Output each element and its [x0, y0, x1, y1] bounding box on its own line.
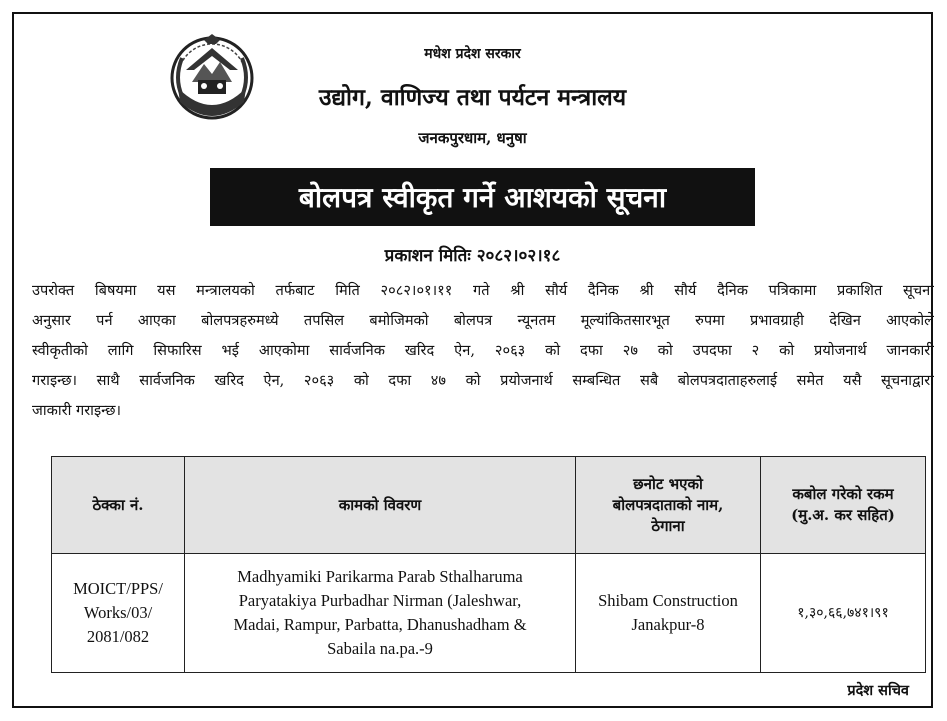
notice-body-line: अनुसार पर्न आएका बोलपत्रहरुमध्ये तपसिल बमोजिमको बोलपत्र न्यूनतम मूल्यांकितसारभूत रुपमा प्रभावग्राही देखिन आएकोले — [32, 312, 934, 329]
description-cell: Madhyamiki Parikarma Parab Sthalharuma Paryatakiya Purbadhar Nirman (Jaleshwar, Madai, Rampur, Parbatta, Dhanushadham & Sabaila na.pa.-9 — [185, 554, 576, 673]
tender-table — [51, 456, 926, 673]
notice-body — [32, 276, 934, 426]
contract-no-cell: MOICT/PPS/ Works/03/ 2081/082 — [52, 554, 185, 673]
table-header-row — [52, 457, 926, 554]
bidder-cell: Shibam Construction Janakpur-8 — [576, 554, 761, 673]
notice-body-line: उपरोक्त बिषयमा यस मन्त्रालयको तर्फबाट मिति २०८२।०१।११ गते श्री सौर्य दैनिक श्री सौर्य दैनिक पत्रिकामा प्रकाशित सूचना — [32, 282, 934, 299]
ministry-name: उद्योग, वाणिज्य तथा पर्यटन मन्त्रालय — [318, 84, 627, 111]
government-name: मधेश प्रदेश सरकार — [424, 46, 521, 62]
signatory-title: प्रदेश सचिव — [847, 682, 909, 699]
office-location: जनकपुरधाम, धनुषा — [418, 129, 527, 147]
column-header-amount: कबोल गरेको रकम (मु.अ. कर सहित) — [761, 457, 926, 554]
notice-body-line: स्वीकृतीको लागि सिफारिस भई आएकोमा सार्वजनिक खरिद ऐन, २०६३ को दफा २७ को उपदफा २ को प्रयोजनार्थ जानकारी — [32, 342, 934, 359]
notice-body-line: जाकारी गराइन्छ। — [32, 402, 122, 419]
publication-date: प्रकाशन मितिः २०८२।०२।१८ — [384, 246, 561, 266]
column-header-description: कामको विवरण — [185, 457, 576, 554]
notice-body-line: गराइन्छ। साथै सार्वजनिक खरिद ऐन, २०६३ को दफा ४७ को प्रयोजनार्थ सम्बन्धित सबै बोलपत्रदाताहरुलाई समेत यसै सूचनाद्वारा — [32, 372, 934, 389]
column-header-contract-no: ठेक्का नं. — [52, 457, 185, 554]
amount-cell: १,३०,६६,७४१।९१ — [761, 554, 926, 673]
notice-title: बोलपत्र स्वीकृत गर्ने आशयको सूचना — [210, 168, 755, 226]
column-header-bidder: छनोट भएको बोलपत्रदाताको नाम, ठेगाना — [576, 457, 761, 554]
table-row — [52, 554, 926, 673]
notice-frame — [12, 12, 933, 708]
